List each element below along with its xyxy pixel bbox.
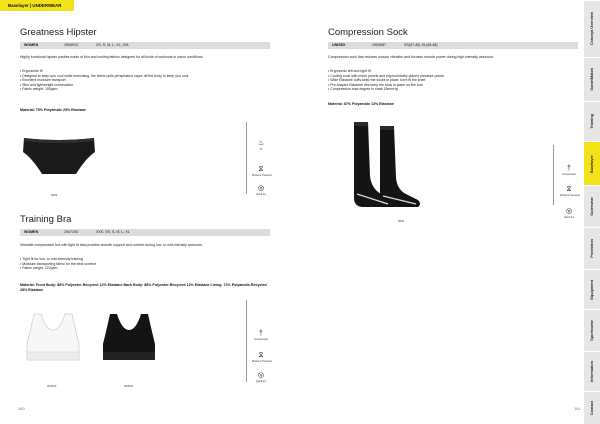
care-icon-moisture bbox=[560, 186, 578, 197]
care-label: Quick dry bbox=[255, 193, 267, 196]
care-icon-compression bbox=[560, 165, 578, 176]
gender-label: WOMEN bbox=[24, 43, 39, 47]
color-code: 900000 bbox=[47, 384, 57, 388]
feature-list-sock bbox=[328, 69, 578, 92]
feature-item: • Pre-shaped Elastane ribs keep the sock in place on the foot bbox=[328, 83, 578, 88]
feature-item: • Excellent moisture transport bbox=[20, 78, 275, 83]
care-label: Moisture Transport bbox=[560, 194, 580, 197]
care-label: Compression bbox=[561, 173, 577, 176]
size-range: XS, S, M, L, XL, XXL bbox=[96, 43, 130, 47]
material-hipster: Material: 75% Polyamide 25% Elastane bbox=[20, 108, 86, 112]
bra-image-white bbox=[24, 312, 82, 364]
product-description-sock: Compression sock that reduces muscle vibration and focuses muscle power during high-intensity workouts. bbox=[328, 55, 494, 59]
care-icon-quickdry bbox=[560, 208, 578, 219]
section-sidebar bbox=[584, 0, 600, 424]
moisture-transport-icon: ⧖ bbox=[258, 166, 264, 173]
sidebar-tab-information[interactable] bbox=[584, 351, 600, 391]
care-icon-moisture bbox=[252, 352, 270, 363]
divider-line bbox=[553, 145, 554, 205]
product-title-sock: Compression Sock bbox=[328, 27, 408, 38]
care-icon-moisture bbox=[252, 166, 270, 177]
quick-dry-icon: ◎ bbox=[257, 372, 265, 379]
moisture-transport-icon: ⧖ bbox=[258, 352, 264, 359]
divider-line bbox=[246, 122, 247, 194]
feature-list-bra bbox=[20, 257, 275, 271]
sidebar-tab-label: Training bbox=[590, 114, 594, 129]
care-icon-quickdry bbox=[252, 185, 270, 196]
sock-image bbox=[340, 120, 430, 210]
gender-label: UNISEX bbox=[332, 43, 346, 47]
size-range: XS(37-40)-XL(45-48) bbox=[404, 43, 438, 47]
gender-label: WOMEN bbox=[24, 230, 39, 234]
spec-bar-bra bbox=[20, 229, 270, 236]
care-label: Compression bbox=[253, 338, 269, 341]
feature-item: • Tight fit for low- to mid-intensity training bbox=[20, 257, 275, 262]
product-title-hipster: Greatness Hipster bbox=[20, 27, 97, 38]
sidebar-tab-game-match[interactable] bbox=[584, 57, 600, 101]
feature-item: • Moisture-transporting fabric for the best comfort bbox=[20, 262, 275, 267]
article-number: 1907193 bbox=[64, 230, 78, 234]
feature-item: • Designed to keep you cool while exercising, the fabric pulls perspiration vapor off the body to keep you cool. bbox=[20, 74, 275, 79]
color-code: 9999 bbox=[51, 193, 58, 197]
divider-line bbox=[246, 300, 247, 382]
care-label: Moisture Transport bbox=[252, 174, 272, 177]
article-number: 1904913 bbox=[64, 43, 78, 47]
sidebar-tab-concept-overview[interactable] bbox=[584, 0, 600, 57]
product-description-hipster: Highly functional hipster panties made of thin and cooling fabrics designed for all kinds of workouts in warm conditions. bbox=[20, 55, 204, 59]
material-sock: Material: 87% Polyamide 13% Elastane bbox=[328, 102, 394, 106]
quick-dry-icon: ◎ bbox=[257, 185, 265, 192]
feature-item: • Cooling sock with mesh panels and ergonomically placed pressure points bbox=[328, 74, 578, 79]
material-bra: Material: Front Body: 88% Polyester-Recycled 12% Elastane Back Body: 88% Polyester-Recycled 12% Elastane Lining: 72% Polyamide-Recycled 28% Elastane bbox=[20, 283, 267, 292]
feature-item: • Ergonomic fit bbox=[20, 69, 275, 74]
care-icon-compression bbox=[252, 330, 270, 341]
hipster-image bbox=[20, 134, 98, 176]
care-label: 30 bbox=[259, 148, 263, 151]
sidebar-tab-label: Concept Overview bbox=[590, 12, 594, 46]
sidebar-tab-label: Outerwear bbox=[590, 197, 594, 216]
color-code: 999000 bbox=[124, 384, 134, 388]
sidebar-tab-label: Game/Match bbox=[590, 68, 594, 91]
spec-bar-sock bbox=[328, 42, 578, 49]
sidebar-tab-label: Sportswear bbox=[590, 320, 594, 341]
compression-icon: † bbox=[259, 330, 263, 337]
product-title-bra: Training Bra bbox=[20, 214, 72, 225]
sidebar-tab-contact[interactable] bbox=[584, 391, 600, 424]
care-icon-temp bbox=[252, 140, 270, 151]
page-number-right: 161 bbox=[574, 406, 581, 411]
sidebar-tab-label: Equipment bbox=[590, 279, 594, 300]
sidebar-tab-equipment[interactable] bbox=[584, 269, 600, 309]
spec-bar-hipster bbox=[20, 42, 270, 49]
color-code: 9900 bbox=[398, 219, 405, 223]
bra-image-black bbox=[100, 312, 158, 364]
sidebar-tab-protection[interactable] bbox=[584, 227, 600, 269]
compression-icon: † bbox=[567, 165, 571, 172]
feature-list-hipster bbox=[20, 69, 275, 92]
moisture-transport-icon: ⧖ bbox=[566, 186, 572, 193]
sidebar-tab-label: Contact bbox=[590, 400, 594, 416]
sidebar-tab-baselayer[interactable] bbox=[584, 141, 600, 185]
page-number-left: 160 bbox=[18, 406, 25, 411]
quick-dry-icon: ◎ bbox=[565, 208, 573, 215]
feature-item: • Fabric weight: 150gsm bbox=[20, 87, 275, 92]
care-label: Quick dry bbox=[255, 380, 267, 383]
sidebar-tab-label: Baselayer bbox=[590, 154, 594, 173]
feature-item: • Fabric weight: 222gsm bbox=[20, 266, 275, 271]
feature-item: • Wide Elastane cuffs keep the socks in place, form fit the knee bbox=[328, 78, 578, 83]
size-range: XXS, XS, S, M, L, XL bbox=[96, 230, 130, 234]
care-label: Moisture Transport bbox=[252, 360, 272, 363]
feature-item: • Slim and lightweight construction bbox=[20, 83, 275, 88]
sidebar-tab-outerwear[interactable] bbox=[584, 185, 600, 227]
section-tag: Baselayer | UNDERWEAR bbox=[0, 0, 74, 11]
care-icon-quickdry bbox=[252, 372, 270, 383]
article-number: 1904087 bbox=[372, 43, 386, 47]
wash-temp-icon: ♨ bbox=[257, 140, 265, 147]
sidebar-tab-label: Protection bbox=[590, 239, 594, 258]
sidebar-tab-label: Information bbox=[590, 361, 594, 382]
feature-item: • Ergonomic left and right fit bbox=[328, 69, 578, 74]
sidebar-tab-training[interactable] bbox=[584, 101, 600, 141]
care-label: Quick dry bbox=[563, 216, 575, 219]
product-description-bra: Versatile compression bra with tight fit that provides smooth support and comfort during low- to mid-intensity workouts. bbox=[20, 243, 203, 247]
feature-item: • Compression max degree in shaft 18mmHg bbox=[328, 87, 578, 92]
sidebar-tab-sportswear[interactable] bbox=[584, 309, 600, 351]
